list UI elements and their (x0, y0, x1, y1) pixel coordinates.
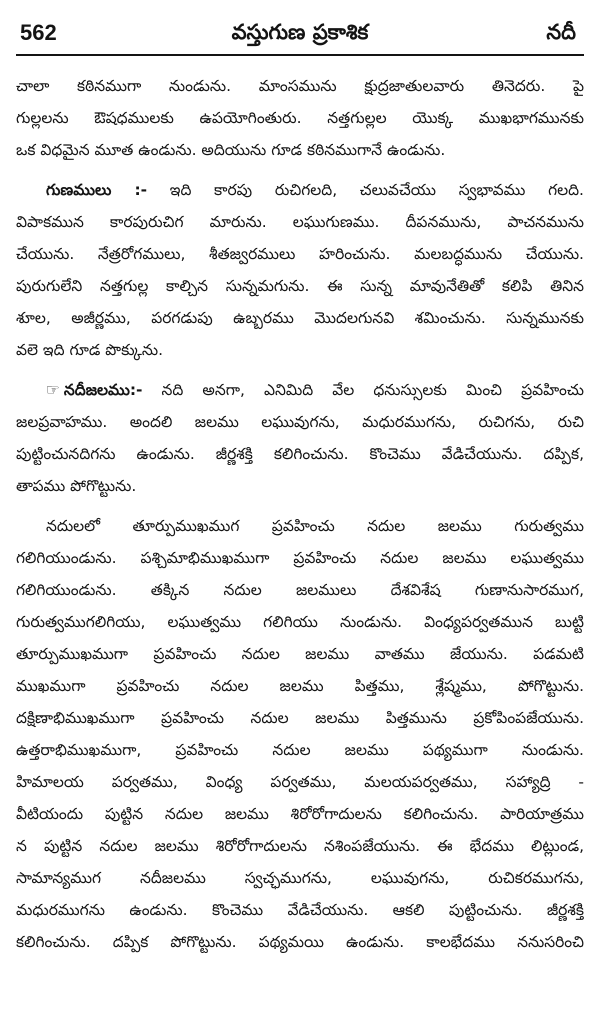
text-line: గలిగియుండును. తక్కిన నదుల జలములు దేశవిశేష గుణానుసారముగ, (16, 581, 584, 599)
paragraph-intro (16, 70, 584, 166)
text-line: చాలా కఠినముగా నుండును. మాంసమును క్షుద్రజాతులవారు తినెదరు. పై (16, 77, 584, 95)
text-line: చేయును. నేత్రరోగములు, శీతజ్వరములు హరించును. మలబద్ధమును చేయును. (16, 245, 584, 263)
page-header (16, 10, 584, 56)
text-line: కలిగించును. దప్పిక పోగొట్టును. పథ్యమయి ఉండును. కాలభేదము ననుసరించి (16, 933, 584, 951)
text-line: మధురముగను ఉండును. కొంచెము వేడిచేయును. ఆకలి పుట్టించును. జీర్ణశక్తి (16, 901, 584, 919)
text-line: ఒక విధమైన మూత ఉండును. అదియును గూడ కఠినముగానే ఉండును. (16, 141, 446, 159)
text-line: ముఖముగా ప్రవహించు నదుల జలము పిత్తము, శ్లేష్మము, పోగొట్టును. (16, 677, 584, 695)
text-line: వీటియందు పుట్టిన నదుల జలము శిరోరోగాదులను కలిగించును. పారియాత్రము (16, 805, 584, 823)
text-line: వలె ఇది గూడ పొక్కును. (16, 341, 164, 359)
text-line: విపాకమున కారపురుచిగ మారును. లఘుగుణము. దీపనమును, పాచనమును (16, 213, 584, 231)
text-line: సామాన్యముగ నదీజలము స్వచ్ఛముగను, లఘువుగను, రుచికరముగను, (16, 869, 584, 887)
paragraph-river-directions (16, 510, 584, 958)
properties-heading: గుణములు :- (46, 181, 148, 199)
paragraph-river-water (16, 374, 584, 502)
text-line: దక్షిణాభిముఖముగా ప్రవహించు నదుల జలము పిత్తమును ప్రకోపింపజేయును. (16, 709, 584, 727)
body-text (16, 70, 584, 958)
text-line (16, 374, 584, 406)
text-line: నదులలో తూర్పుముఖముగ ప్రవహించు నదుల జలము గురుత్వము (46, 517, 584, 535)
text-line: తాపము పోగొట్టును. (16, 477, 137, 495)
text-line: హిమాలయ పర్వతము, వింధ్య పర్వతము, మలయపర్వతము, సహ్యాద్రి - (16, 773, 584, 791)
text-line: శూల, అజీర్ణము, పరగడుపు ఉబ్బరము మొదలగునవి శమించును. సున్నమునకు (16, 309, 584, 327)
river-water-heading: నదీజలము:- (63, 381, 143, 399)
paragraph-properties (16, 174, 584, 366)
section-heading (46, 381, 142, 399)
text-fragment: నది అనగా, ఎనిమిది వేల ధనుస్సులకు మించి ప్రవహించు (161, 381, 584, 399)
text-line (16, 174, 584, 206)
text-line: న పుట్టిన నదుల జలము శిరోరోగాదులను నశింపజేయును. ఈ భేదము లిట్లుండ, (16, 837, 584, 855)
text-fragment: ఇది కారపు రుచిగలది, చలువచేయు స్వభావము గలది. (169, 181, 584, 199)
section-title: నదీ (546, 20, 576, 44)
text-line: గలిగియుండును. పశ్చిమాభిముఖముగా ప్రవహించు నదుల జలము లఘుత్వము (16, 549, 584, 567)
page-number: 562 (20, 20, 57, 45)
text-line: ఉత్తరాభిముఖముగా, ప్రవహించు నదుల జలము పథ్యముగా నుండును. (16, 741, 584, 759)
text-line: జలప్రవాహము. అందలి జలము లఘువుగను, మధురముగను, రుచిగను, రుచి (16, 413, 584, 431)
pointing-hand-icon: ☞ (46, 381, 60, 399)
text-line: గురుత్వముగలిగియు, లఘుత్వము గలిగియు నుండును. వింధ్యపర్వతమున బుట్టి (16, 613, 584, 631)
text-line: పుట్టించునదిగను ఉండును. జీర్ణశక్తి కలిగించును. కొంచెము వేడిచేయును. దప్పిక, (16, 445, 584, 463)
running-title: వస్తుగుణ ప్రకాశిక (231, 20, 369, 44)
text-line: తూర్పుముఖముగా ప్రవహించు నదుల జలము వాతము జేయును. పడమటి (16, 645, 584, 663)
text-line: పురుగులేని నత్తగుల్ల కాల్చిన సున్నమగును. ఈ సున్న మావునేతితో కలిపి తినిన (16, 277, 584, 295)
text-line: గుల్లలను ఔషధములకు ఉపయోగింతురు. నత్తగుల్లల యొక్క ముఖభాగమునకు (16, 109, 584, 127)
